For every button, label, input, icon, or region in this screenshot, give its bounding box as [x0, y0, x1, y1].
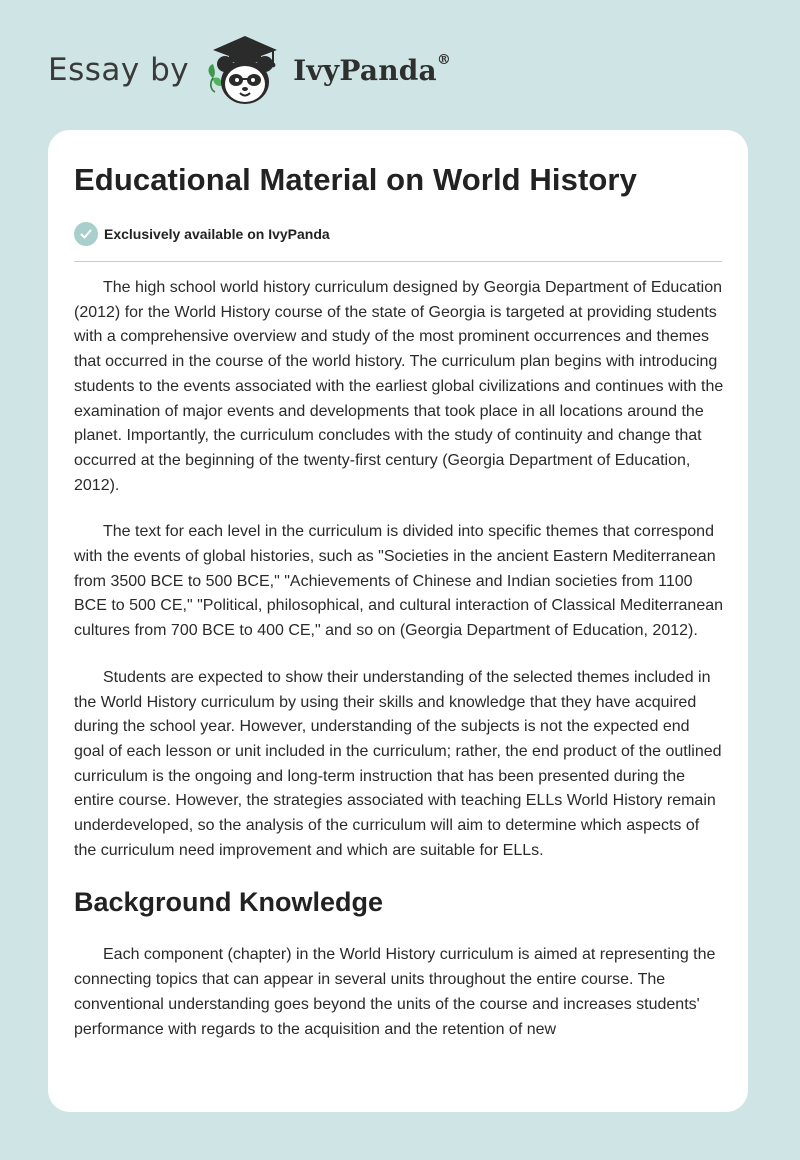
paragraph: Students are expected to show their understanding of the selected themes included in the World History curriculum by using their skills and knowledge that they have acquired during the school year. However, understanding of the subjects is not the expected end goal of each lesson or unit included in the curriculum; rather, the end product of the outlined curriculum is the ongoing and long-term instruction that has been presented during the entire course. However, the strategies associated with teaching ELLs World History remain underdeveloped, so the analysis of the curriculum will aim to determine which aspects of the curriculum need improvement and which are suitable for ELLs. [74, 668, 722, 859]
essay-by-label: Essay by [48, 52, 190, 88]
section-heading: Background Knowledge [74, 887, 384, 918]
exclusive-label: Exclusively available on IvyPanda [104, 226, 330, 242]
registered-mark: ® [436, 51, 452, 68]
article-card [48, 130, 748, 1112]
checkmark-icon [74, 222, 98, 246]
article-title: Educational Material on World History [74, 162, 637, 197]
paragraph: The text for each level in the curriculum is divided into specific themes that correspond with the events of global histories, such as "Societies in the ancient Eastern Mediterranean from 3500 BCE to 500 BCE," "Achievements of Chinese and Indian societies from 1100 BCE to 500 CE," "Political, philosophical, and cultural interaction of Classical Mediterranean cultures from 700 BCE to 400 CE," and so on (Georgia Department of Education, 2012). [74, 523, 724, 640]
brand-name[interactable]: IvyPanda® [293, 51, 452, 87]
divider [74, 261, 722, 262]
exclusive-badge [74, 222, 330, 246]
paragraph: Each component (chapter) in the World History curriculum is aimed at representing the connecting topics that can appear in several units throughout the entire course. The conventional understanding goes beyond the units of the course and increases students' performance with regards to the acquisition and the retention of new [74, 946, 716, 1038]
panda-graduate-logo-icon[interactable] [203, 30, 289, 110]
article-body [74, 276, 724, 1064]
site-header [48, 30, 451, 110]
paragraph: The high school world history curriculum designed by Georgia Department of Education (2012) for the World History course of the state of Georgia is targeted at providing students with a comprehensive overview and study of the most prominent occurrences and themes that occurred in the course of the world history. The curriculum plan begins with introducing students to the events associated with the earliest global civilizations and continues with the examination of major events and developments that took place in all locations around the planet. Importantly, the curriculum concludes with the study of continuity and change that occurred at the beginning of the twenty-first century (Georgia Department of Education, 2012). [74, 279, 724, 494]
